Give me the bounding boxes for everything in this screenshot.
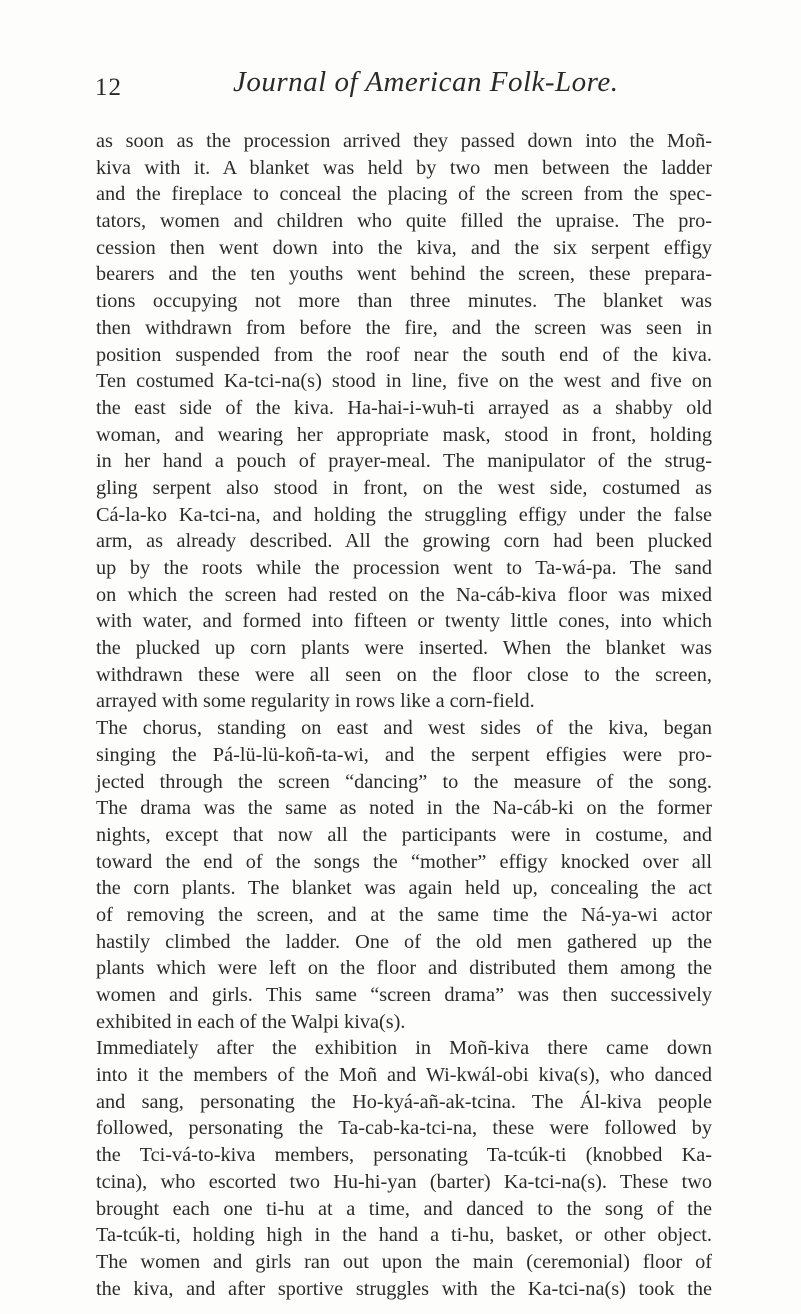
- text-line: The women and girls ran out upon the main (ceremonial) floor of: [96, 1250, 712, 1273]
- text-line: in her hand a pouch of prayer-meal. The manipulator of the strug-: [96, 450, 712, 473]
- text-line: the east side of the kiva. Ha-hai-i-wuh-ti arrayed as a shabby old: [96, 396, 712, 419]
- text-line: into it the members of the Moñ and Wi-kwál-obi kiva(s), who danced: [96, 1064, 712, 1087]
- text-line: then withdrawn from before the fire, and the screen was seen in: [96, 316, 712, 339]
- text-line: of removing the screen, and at the same time the Ná-ya-wi actor: [96, 903, 712, 926]
- text-line: on which the screen had rested on the Na-cáb-kiva floor was mixed: [96, 583, 712, 606]
- text-line: The drama was the same as noted in the Na-cáb-ki on the former: [96, 797, 712, 820]
- running-title: Journal of American Folk-Lore.: [233, 66, 619, 98]
- text-line: woman, and wearing her appropriate mask, stood in front, holding: [96, 423, 712, 446]
- text-line: and the fireplace to conceal the placing of the screen from the spec-: [96, 183, 712, 206]
- text-line: hastily climbed the ladder. One of the old men gathered up the: [96, 930, 712, 953]
- text-line: the corn plants. The blanket was again held up, concealing the act: [96, 877, 712, 900]
- text-line: with water, and formed into fifteen or twenty little cones, into which: [96, 610, 712, 633]
- text-line: bearers and the ten youths went behind the screen, these prepara-: [96, 263, 712, 286]
- text-line: up by the roots while the procession went to Ta-wá-pa. The sand: [96, 557, 712, 579]
- text-line: position suspended from the roof near the south end of the kiva.: [96, 343, 712, 366]
- text-line: Cá-la-ko Ka-tci-na, and holding the struggling effigy under the false: [96, 503, 712, 526]
- text-line: Ta-tcúk-ti, holding high in the hand a ti-hu, basket, or other object.: [96, 1224, 712, 1247]
- text-line: kiva with it. A blanket was held by two men between the ladder: [96, 156, 712, 179]
- text-line: singing the Pá-lü-lü-koñ-ta-wi, and the serpent effigies were pro-: [96, 743, 712, 766]
- text-line: arrayed with some regularity in rows like a corn-field.: [96, 690, 535, 713]
- text-line: exhibited in each of the Walpi kiva(s).: [96, 1010, 406, 1033]
- page-header: [95, 66, 715, 106]
- text-line: The chorus, standing on east and west sides of the kiva, began: [96, 717, 712, 740]
- text-line: the kiva, and after sportive struggles with the Ka-tci-na(s) took the: [96, 1277, 712, 1300]
- text-line: as soon as the procession arrived they passed down into the Moñ-: [96, 130, 712, 152]
- text-line: tators, women and children who quite filled the upraise. The pro-: [96, 210, 712, 233]
- text-line: tcina), who escorted two Hu-hi-yan (barter) Ka-tci-na(s). These two: [96, 1170, 712, 1193]
- text-line: brought each one ti-hu at a time, and danced to the song of the: [96, 1197, 712, 1220]
- text-line: gling serpent also stood in front, on the west side, costumed as: [96, 476, 712, 499]
- text-line: Ten costumed Ka-tci-na(s) stood in line, five on the west and five on: [96, 370, 712, 393]
- text-line: tions occupying not more than three minutes. The blanket was: [96, 290, 712, 313]
- page-number: 12: [95, 74, 122, 101]
- text-line: followed, personating the Ta-cab-ka-tci-na, these were followed by: [96, 1117, 712, 1140]
- text-line: the Tci-vá-to-kiva members, personating Ta-tcúk-ti (knobbed Ka-: [96, 1144, 712, 1167]
- text-line: the plucked up corn plants were inserted. When the blanket was: [96, 637, 712, 660]
- text-line: jected through the screen “dancing” to the measure of the song.: [96, 770, 712, 793]
- text-line: cession then went down into the kiva, and the six serpent effigy: [96, 236, 712, 259]
- text-line: women and girls. This same “screen drama” was then successively: [96, 984, 712, 1006]
- text-line: nights, except that now all the participants were in costume, and: [96, 823, 712, 846]
- text-line: withdrawn these were all seen on the floor close to the screen,: [96, 663, 712, 686]
- text-line: Immediately after the exhibition in Moñ-kiva there came down: [96, 1037, 712, 1060]
- body-text: [96, 128, 712, 1302]
- text-line: toward the end of the songs the “mother” effigy knocked over all: [96, 850, 712, 873]
- text-line: and sang, personating the Ho-kyá-añ-ak-tcina. The Ál-kiva people: [96, 1090, 712, 1113]
- text-line: plants which were left on the floor and distributed them among the: [96, 957, 712, 980]
- text-line: arm, as already described. All the growing corn had been plucked: [96, 530, 712, 553]
